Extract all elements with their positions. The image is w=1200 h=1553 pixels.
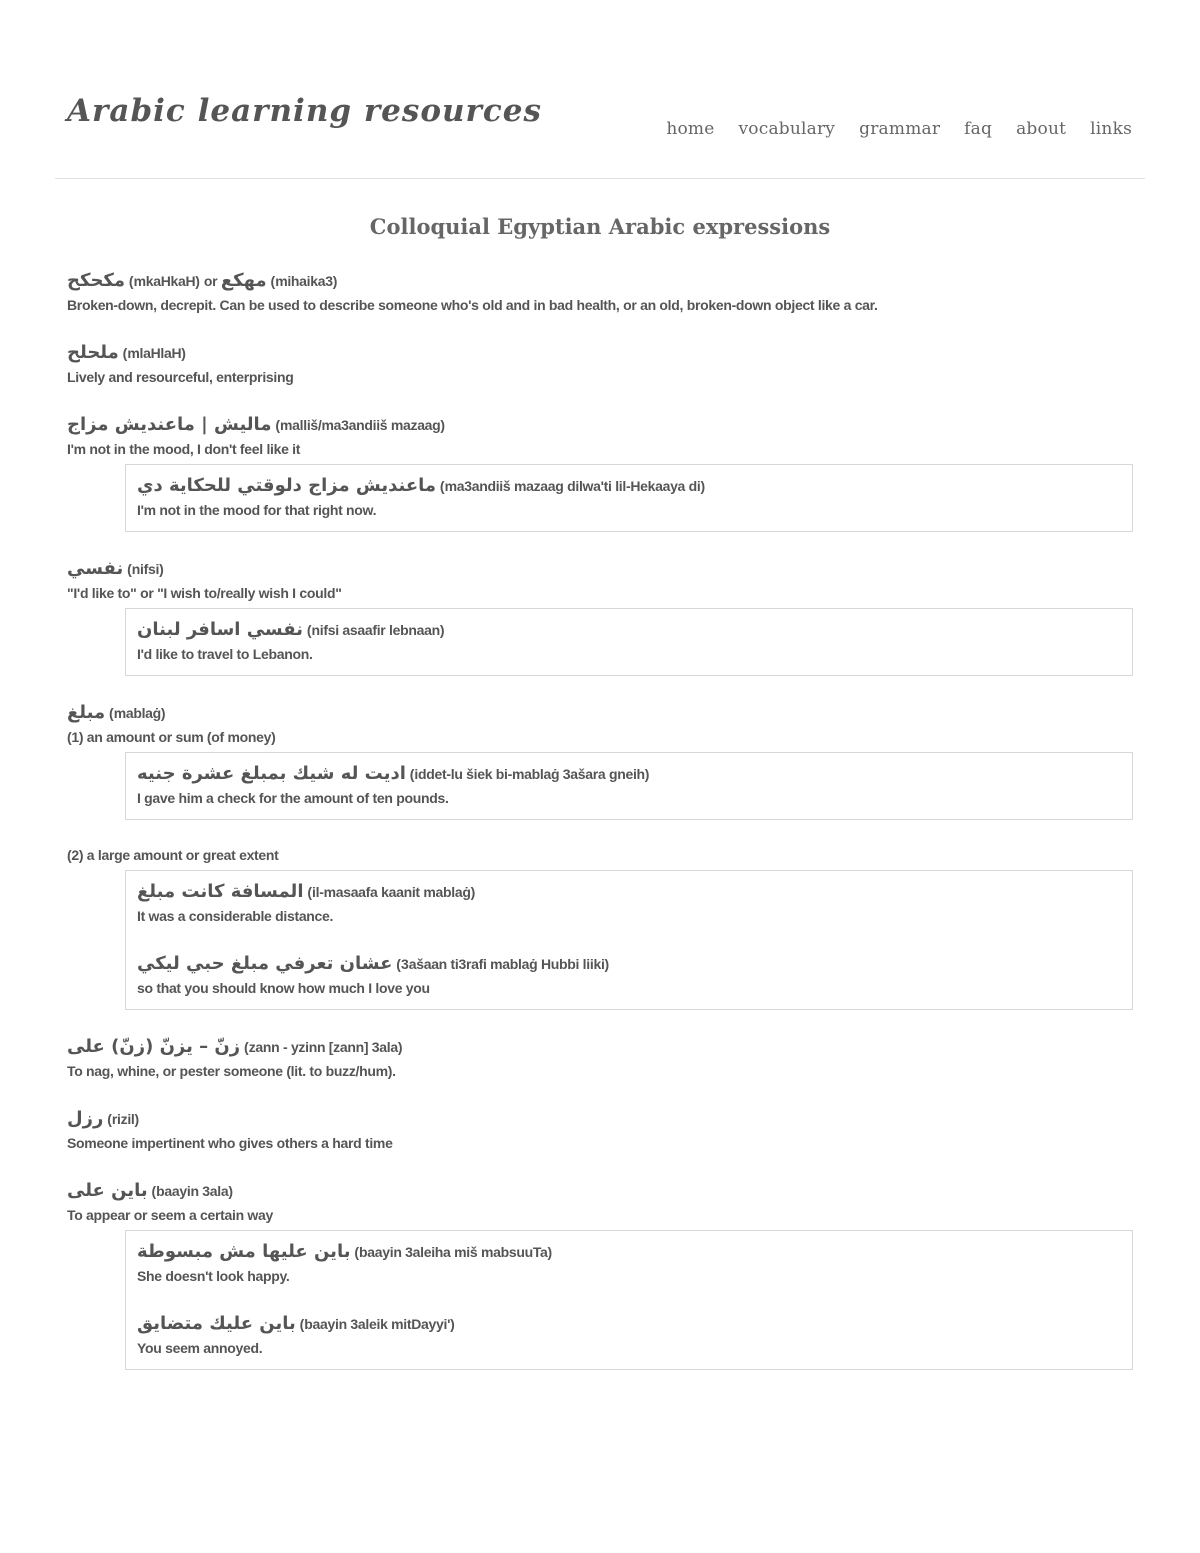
example-box [125, 608, 1133, 676]
transliteration-alt: (mihaika3) [266, 273, 338, 289]
example-arabic: ماعنديش مزاج دلوقتي للحكاية دي [137, 475, 437, 496]
example-transliteration: (baayin 3aleik mitDayyi') [295, 1316, 455, 1332]
site-title[interactable]: Arabic learning resources [67, 93, 542, 129]
nav-about[interactable]: about [1016, 119, 1067, 139]
entry-definition-sense-2: (2) a large amount or great extent [67, 847, 279, 863]
transliteration: (mablaġ) [105, 705, 166, 721]
example-box [125, 870, 1133, 1010]
entry-definition: I'm not in the mood, I don't feel like it [67, 441, 301, 457]
example [137, 761, 1121, 809]
example-arabic: اديت له شيك بمبلغ عشرة جنيه [137, 763, 406, 784]
example-transliteration: (iddet-lu šiek bi-mablaġ 3ašara gneih) [405, 766, 650, 782]
nav-links[interactable]: links [1090, 119, 1132, 139]
entry-definition: (1) an amount or sum (of money) [67, 729, 276, 745]
example-translation: I'd like to travel to Lebanon. [137, 646, 313, 662]
nav-vocabulary[interactable]: vocabulary [738, 119, 836, 139]
example-translation: I gave him a check for the amount of ten pounds. [137, 790, 449, 806]
entry-mablag [67, 700, 1133, 1010]
transliteration: (nifsi) [123, 561, 164, 577]
example-translation: You seem annoyed. [137, 1340, 263, 1356]
entry-definition: Broken-down, decrepit. Can be used to describe someone who's old and in bad health, or an old, broken-down object like a car. [67, 297, 878, 313]
example-translation: I'm not in the mood for that right now. [137, 502, 377, 518]
example [137, 1311, 1121, 1359]
entry-term [67, 1034, 1133, 1060]
arabic-term: مكحكح [67, 270, 126, 291]
example [137, 1239, 1121, 1287]
expressions-list [67, 240, 1133, 1370]
transliteration: (mkaHkaH) or [125, 273, 221, 289]
entry-definition: To appear or seem a certain way [67, 1207, 273, 1223]
entry-zann [67, 1034, 1133, 1082]
entry-definition: Lively and resourceful, enterprising [67, 369, 294, 385]
example [137, 473, 1121, 521]
nav-grammar[interactable]: grammar [859, 119, 941, 139]
transliteration: (baayin 3ala) [147, 1183, 234, 1199]
arabic-term: ملحلح [67, 342, 119, 363]
entry-nifsi [67, 556, 1133, 676]
example [137, 617, 1121, 665]
main-nav [666, 119, 1132, 139]
example-transliteration: (nifsi asaafir lebnaan) [302, 622, 445, 638]
arabic-term: رزل [67, 1108, 104, 1129]
entry-term [67, 1106, 1133, 1132]
example-translation: It was a considerable distance. [137, 908, 334, 924]
example-box [125, 464, 1133, 532]
entry-term [67, 268, 1133, 294]
example [137, 951, 1121, 999]
transliteration: (zann - yzinn [zann] 3ala) [240, 1039, 403, 1055]
entry-definition: "I'd like to" or "I wish to/really wish I could" [67, 585, 342, 601]
entry-definition: To nag, whine, or pester someone (lit. to buzz/hum). [67, 1063, 396, 1079]
entry-baayin [67, 1178, 1133, 1370]
example-arabic: عشان تعرفي مبلغ حبي ليكي [137, 953, 393, 974]
example-box [125, 1230, 1133, 1370]
entry-rizil [67, 1106, 1133, 1154]
example-translation: so that you should know how much I love you [137, 980, 430, 996]
entry-term [67, 700, 1133, 726]
example-transliteration: (3ašaan ti3rafi mablaġ Hubbi liiki) [392, 956, 610, 972]
entry-term [67, 412, 1133, 438]
entry-term [67, 340, 1133, 366]
arabic-term-alt: مهكع [220, 270, 267, 291]
entry-term [67, 556, 1133, 582]
arabic-term: مبلغ [67, 702, 106, 723]
transliteration: (mlaHlaH) [118, 345, 186, 361]
entry-mazaag [67, 412, 1133, 532]
example-arabic: باين عليك متضايق [137, 1313, 296, 1334]
arabic-term: نفسي [67, 558, 124, 579]
page-title: Colloquial Egyptian Arabic expressions [369, 214, 831, 239]
arabic-term: باين على [67, 1180, 148, 1201]
transliteration: (malliš/ma3andiiš mazaag) [271, 417, 446, 433]
example-translation: She doesn't look happy. [137, 1268, 290, 1284]
example-arabic: باين عليها مش مبسوطة [137, 1241, 351, 1262]
entry-term [67, 1178, 1133, 1204]
example-arabic: المسافة كانت مبلغ [137, 881, 304, 902]
site-header [55, 0, 1145, 179]
transliteration: (rizil) [103, 1111, 140, 1127]
entry-definition: Someone impertinent who gives others a hard time [67, 1135, 393, 1151]
entry-mlahlah [67, 340, 1133, 388]
example-transliteration: (baayin 3aleiha miš mabsuuTa) [350, 1244, 553, 1260]
arabic-term: ماليش | ماعنديش مزاج [67, 414, 272, 435]
example-transliteration: (il-masaafa kaanit mablaġ) [303, 884, 476, 900]
arabic-term: زنّ – يزنّ (زنّ) على [67, 1036, 241, 1057]
nav-faq[interactable]: faq [964, 119, 993, 139]
example [137, 879, 1121, 927]
example-box [125, 752, 1133, 820]
example-transliteration: (ma3andiiš mazaag dilwa'ti lil-Hekaaya di) [436, 478, 706, 494]
example-arabic: نفسي اسافر لبنان [137, 619, 303, 640]
nav-home[interactable]: home [666, 119, 715, 139]
entry-mkahkah [67, 268, 1133, 316]
